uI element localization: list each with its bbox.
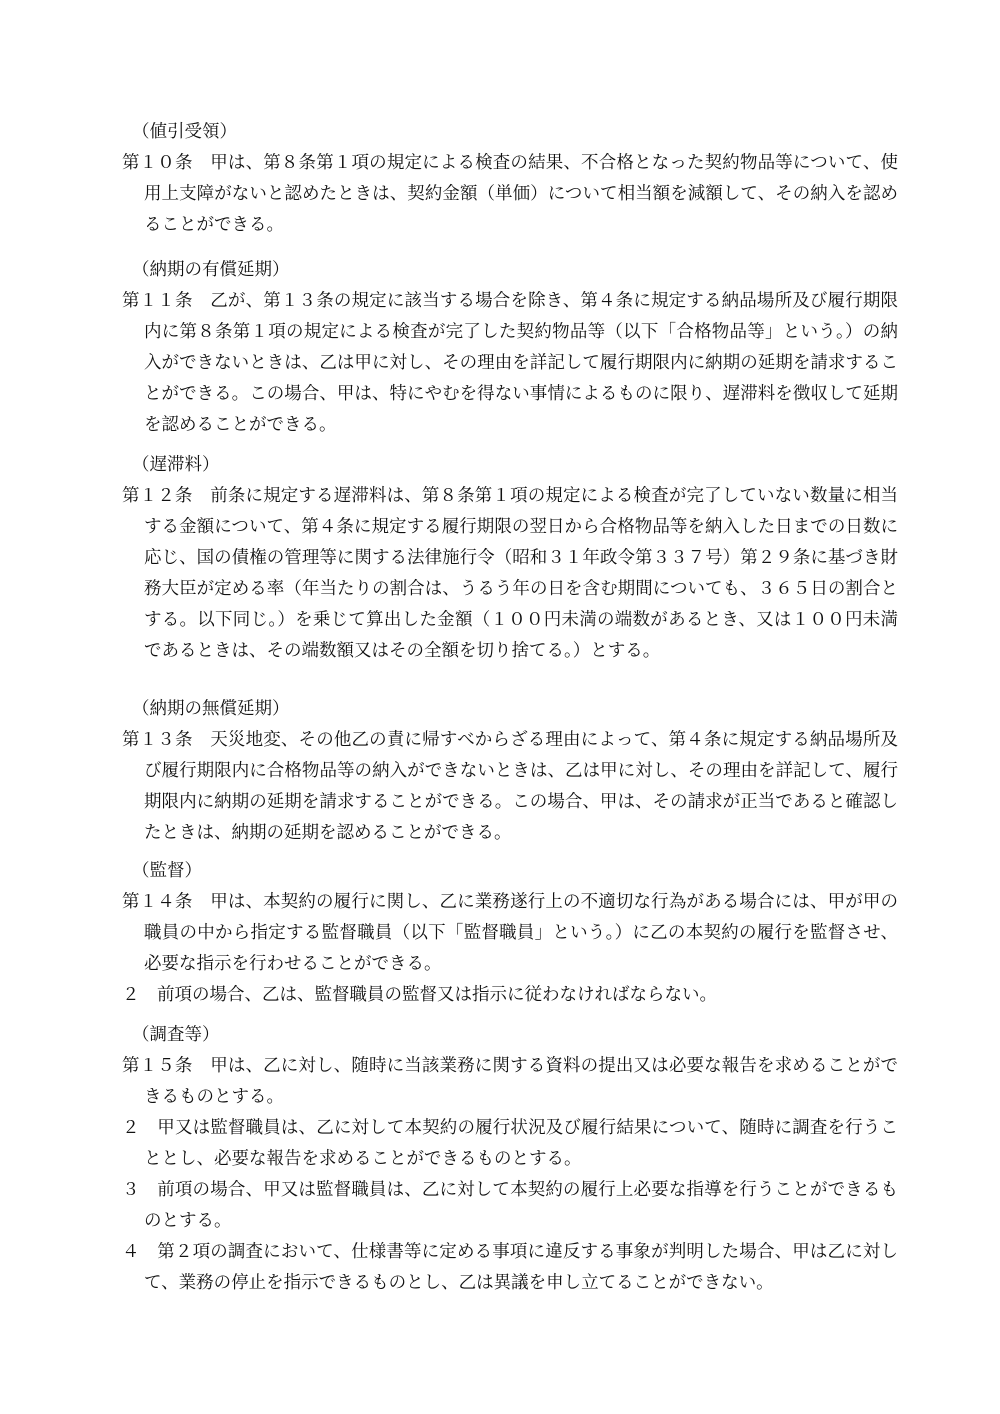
article-14-item-2: ２ 前項の場合、乙は、監督職員の監督又は指示に従わなければならない。 — [122, 985, 717, 1005]
article-15-item-4: ４ 第２項の調査において、仕様書等に定める事項に違反する事象が判明した場合、甲は乙に対して、業務の停止を指示できるものとし、乙は異議を申し立てることができない。 — [122, 1242, 898, 1293]
article-15: 第１５条 甲は、乙に対し、随時に当該業務に関する資料の提出又は必要な報告を求めることができるものとする。 — [122, 1056, 898, 1107]
article-13: 第１３条 天災地変、その他乙の責に帰すべからざる理由によって、第４条に規定する納品場所及び履行期限内に合格物品等の納入ができないときは、乙は甲に対し、その理由を詳記して、履行期限内に納期の延期を請求することができる。この場合、甲は、その請求が正当であると確認したときは、納期の延期を認めることができる。 — [122, 730, 898, 843]
section-heading: （遅滞料） — [132, 455, 220, 475]
article-14: 第１４条 甲は、本契約の履行に関し、乙に業務遂行上の不適切な行為がある場合には、甲が甲の職員の中から指定する監督職員（以下「監督職員」という。）に乙の本契約の履行を監督させ、必要な指示を行わせることができる。 — [122, 892, 898, 974]
section-paid-extension — [122, 255, 898, 441]
section-heading: （調査等） — [132, 1025, 220, 1045]
article-15-item-3: ３ 前項の場合、甲又は監督職員は、乙に対して本契約の履行上必要な指導を行うことができるものとする。 — [122, 1180, 898, 1231]
article-15-item-2: ２ 甲又は監督職員は、乙に対して本契約の履行状況及び履行結果について、随時に調査を行うこととし、必要な報告を求めることができるものとする。 — [122, 1118, 898, 1169]
article-10: 第１０条 甲は、第８条第１項の規定による検査の結果、不合格となった契約物品等について、使用上支障がないと認めたときは、契約金額（単価）について相当額を減額して、その納入を認めることができる。 — [122, 153, 898, 235]
article-11: 第１１条 乙が、第１３条の規定に該当する場合を除き、第４条に規定する納品場所及び履行期限内に第８条第１項の規定による検査が完了した契約物品等（以下「合格物品等」という。）の納入ができないときは、乙は甲に対し、その理由を詳記して履行期限内に納期の延期を請求することができる。この場合、甲は、特にやむを得ない事情によるものに限り、遅滞料を徴収して延期を認めることができる。 — [122, 291, 898, 435]
section-heading: （納期の有償延期） — [132, 260, 290, 280]
article-12: 第１２条 前条に規定する遅滞料は、第８条第１項の規定による検査が完了していない数量に相当する金額について、第４条に規定する履行期限の翌日から合格物品等を納入した日までの日数に応じ、国の債権の管理等に関する法律施行令（昭和３１年政令第３３７号）第２９条に基づき財務大臣が定める率（年当たりの割合は、うるう年の日を含む期間についても、３６５日の割合とする。以下同じ。）を乗じて算出した金額（１００円未満の端数があるとき、又は１００円未満であるときは、その端数額又はその全額を切り捨てる。）とする。 — [122, 486, 898, 661]
section-heading: （監督） — [132, 861, 202, 881]
section-heading: （納期の無償延期） — [132, 699, 290, 719]
section-free-extension — [122, 694, 898, 849]
section-heading: （値引受領） — [132, 122, 237, 142]
section-late-fee — [122, 450, 898, 667]
section-price-reduction — [122, 117, 898, 241]
section-supervision — [122, 856, 898, 1011]
section-investigation — [122, 1020, 898, 1299]
